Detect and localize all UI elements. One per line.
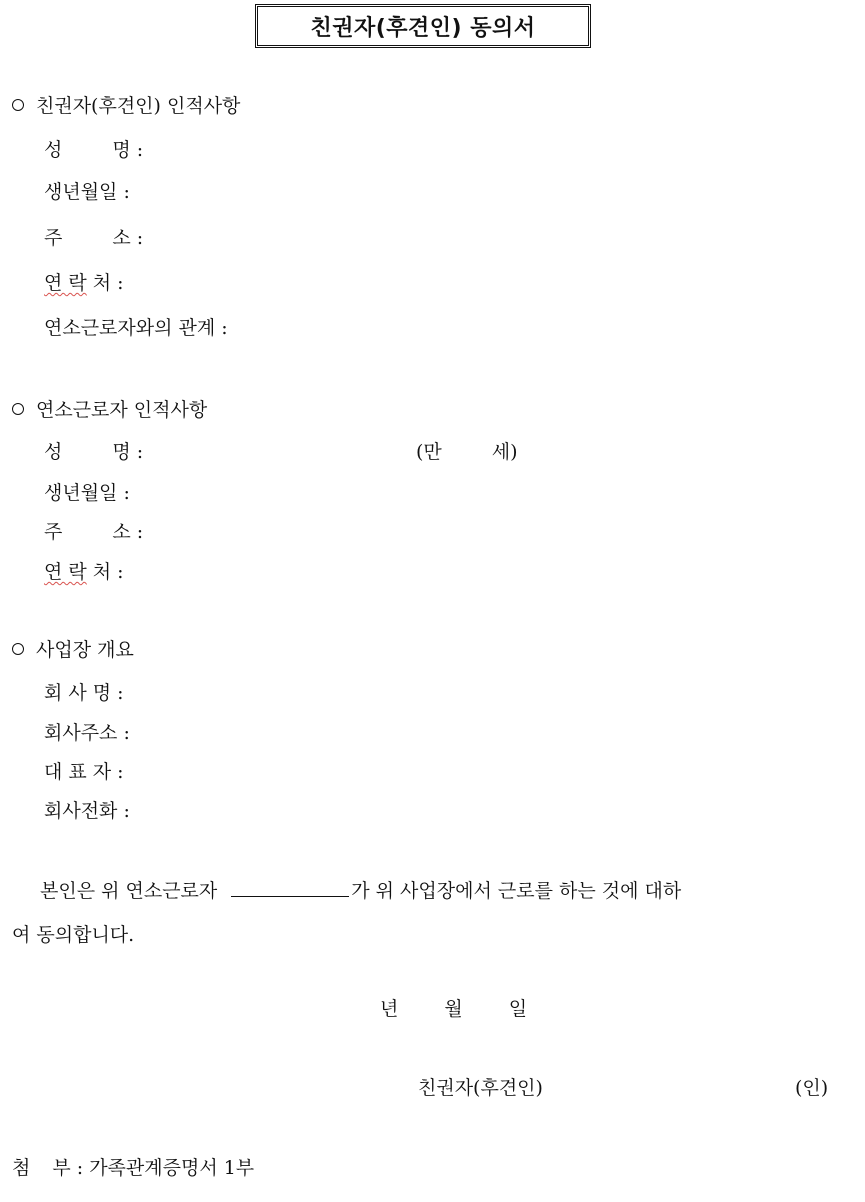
date-line: 년 월 일 bbox=[380, 998, 528, 1020]
consent-text-line-2: 여 동의합니다. bbox=[12, 924, 135, 946]
consent-text-line-1: 본인은 위 연소근로자 가 위 사업장에서 근로를 하는 것에 대하 bbox=[40, 880, 682, 902]
circle-bullet-icon bbox=[12, 99, 24, 111]
guardian-address-field: 주 소 : bbox=[44, 227, 144, 249]
company-address-field: 회사주소 : bbox=[44, 722, 130, 744]
minor-birth-field: 생년월일 : bbox=[44, 482, 130, 504]
minor-contact-field: 연 락 처 : bbox=[44, 561, 124, 583]
section-heading-workplace: 사업장 개요 bbox=[12, 638, 134, 662]
guardian-contact-field: 연 락 처 : bbox=[44, 272, 124, 294]
document-title-box bbox=[255, 4, 591, 48]
minor-name-blank bbox=[231, 878, 349, 897]
company-name-field: 회 사 명 : bbox=[44, 682, 124, 704]
ceo-field: 대 표 자 : bbox=[44, 761, 124, 783]
attachment-line: 첨 부 : 가족관계증명서 1부 bbox=[12, 1157, 255, 1179]
company-phone-field: 회사전화 : bbox=[44, 800, 130, 822]
guardian-relation-field: 연소근로자와의 관계 : bbox=[44, 317, 228, 339]
circle-bullet-icon bbox=[12, 643, 24, 655]
guardian-name-field: 성 명 : bbox=[44, 139, 144, 161]
circle-bullet-icon bbox=[12, 403, 24, 415]
section-heading-minor: 연소근로자 인적사항 bbox=[12, 398, 207, 422]
guardian-birth-field: 생년월일 : bbox=[44, 181, 130, 203]
section-heading-guardian: 친권자(후견인) 인적사항 bbox=[12, 94, 240, 118]
seal-mark: (인) bbox=[795, 1077, 829, 1099]
document-title: 친권자(후견인) 동의서 bbox=[310, 15, 536, 41]
minor-age: (만 세) bbox=[416, 441, 518, 463]
minor-name-field: 성 명 : (만 세) bbox=[44, 441, 518, 463]
minor-address-field: 주 소 : bbox=[44, 521, 144, 543]
signature-label: 친권자(후견인) bbox=[418, 1077, 543, 1099]
